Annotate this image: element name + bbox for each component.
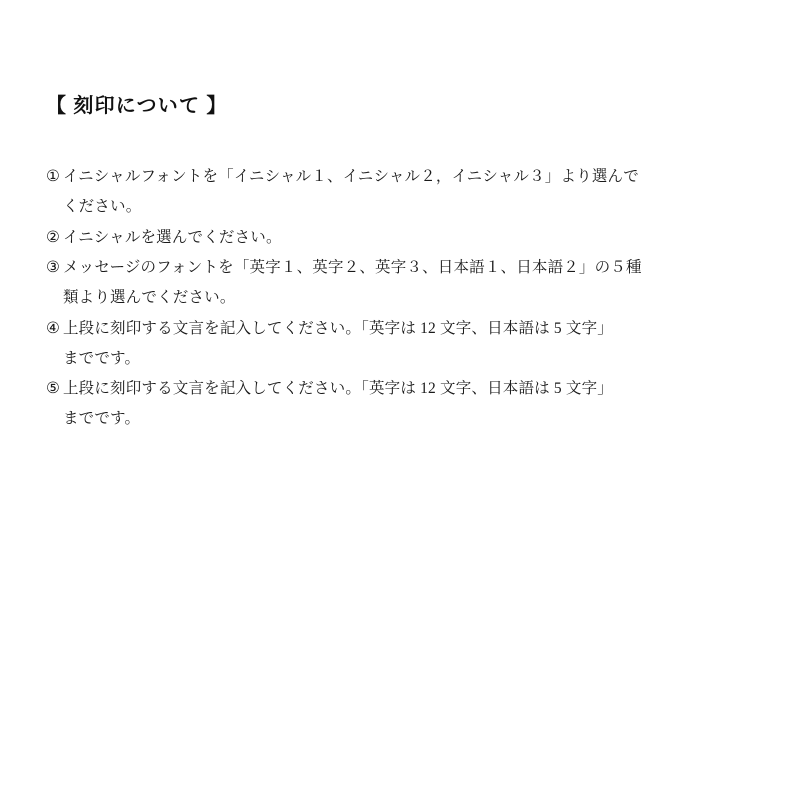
list-item-text: [63, 374, 748, 434]
list-item-line: 類より選んでください。: [63, 289, 236, 306]
list-item-line: イニシャルフォントを「イニシャル１、イニシャル２，イニシャル３」より選んで: [63, 168, 639, 185]
list-item-line: メッセージのフォントを「英字１、英字２、英字３、日本語１、日本語２」の５種: [63, 259, 642, 277]
list-item-line: イニシャルを選んでください。: [63, 228, 282, 246]
list-item: [46, 314, 748, 374]
list-item-marker: ③: [46, 259, 61, 277]
list-item-line: ください。: [63, 197, 142, 215]
list-item-text: [63, 253, 748, 313]
list-item-line: までです。: [63, 410, 141, 427]
list-item-marker: ⑤: [46, 380, 61, 398]
page-title: 【 刻印について 】: [46, 95, 228, 117]
list-item-line: 上段に刻印する文言を記入してください。「英字は 12 文字、日本語は 5 文字」: [63, 319, 613, 337]
list-item-marker: ④: [46, 319, 61, 337]
list-item-text: [63, 314, 748, 374]
list-item: [46, 223, 748, 253]
list-item-marker: ①: [46, 168, 61, 185]
list-item-marker: ②: [46, 228, 61, 246]
list-item-text: [63, 223, 748, 253]
list-item: [46, 253, 748, 313]
list-item-line: 上段に刻印する文言を記入してください。「英字は 12 文字、日本語は 5 文字」: [63, 380, 613, 398]
list-item-text: [63, 162, 748, 222]
list-item: [46, 162, 748, 222]
list-item: [46, 374, 748, 434]
instruction-list: [46, 162, 748, 434]
list-item-line: までです。: [63, 349, 141, 367]
